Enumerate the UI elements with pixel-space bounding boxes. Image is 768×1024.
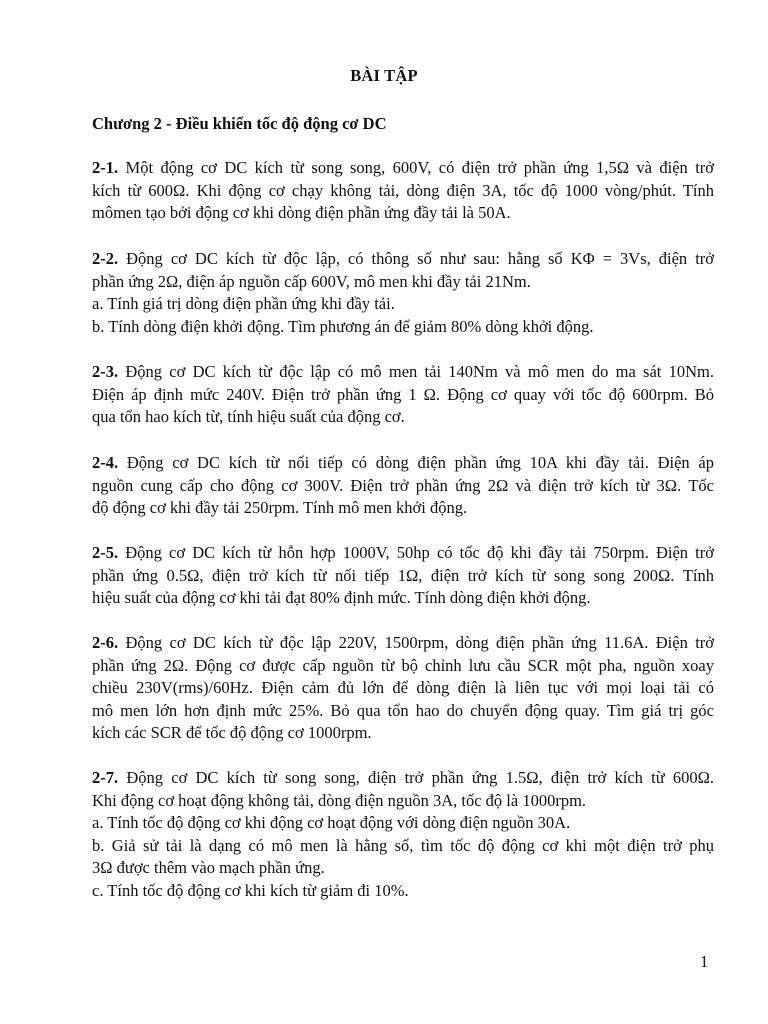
page-number: 1 xyxy=(700,952,709,971)
problem-text: Động cơ DC kích từ song song, điện trở phần ứng 1.5Ω, điện trở kích từ 600Ω. xyxy=(118,768,714,787)
problem-line xyxy=(92,157,714,180)
problem-2-2 xyxy=(92,248,714,338)
problem-line: phần ứng 2Ω, điện áp nguồn cấp 600V, mô men khi đầy tải 21Nm. xyxy=(92,271,531,291)
problem-line xyxy=(92,248,714,271)
problem-number: 2-7. xyxy=(92,768,119,787)
problem-line: phần ứng 0.5Ω, điện trở kích từ nối tiếp 1Ω, điện trở kích từ song song 200Ω. Tính xyxy=(92,565,714,585)
problem-2-5 xyxy=(92,542,714,610)
problem-line xyxy=(92,542,714,565)
problem-line: độ động cơ khi đầy tải 250rpm. Tính mô men khởi động. xyxy=(92,498,468,517)
problem-text: Động cơ DC kích từ nối tiếp có dòng điện phần ứng 10A khi đầy tải. Điện áp xyxy=(118,453,714,472)
problem-line: 3Ω được thêm vào mạch phần ứng. xyxy=(92,858,325,877)
problem-number: 2-4. xyxy=(92,453,119,472)
problem-line: mômen tạo bởi động cơ khi dòng điện phần ứng đầy tải là 50A. xyxy=(92,203,511,222)
problem-number: 2-5. xyxy=(92,543,119,562)
problem-line: chiều 230V(rms)/60Hz. Điện cảm đủ lớn để dòng điện là liên tục với mọi loại tải có xyxy=(92,678,714,697)
problem-line: qua tổn hao kích từ, tính hiệu suất của động cơ. xyxy=(92,407,405,426)
problem-number: 2-2. xyxy=(92,249,119,268)
problem-line: kích các SCR để tốc độ động cơ 1000rpm. xyxy=(92,723,372,742)
problem-line: a. Tính tốc độ động cơ khi động cơ hoạt động với dòng điện nguồn 30A. xyxy=(92,813,571,832)
problem-line xyxy=(92,452,714,475)
problem-line: a. Tính giá trị dòng điện phần ứng khi đầy tải. xyxy=(92,294,395,313)
problem-line xyxy=(92,767,714,790)
problem-line: phần ứng 2Ω. Động cơ được cấp nguồn từ bộ chỉnh lưu cầu SCR một pha, nguồn xoay xyxy=(92,655,714,675)
problem-2-7 xyxy=(92,767,714,902)
problem-line: mô men lớn hơn định mức 25%. Bỏ qua tổn hao do chuyển động quay. Tìm giá trị góc xyxy=(92,700,714,720)
problem-line: b. Tính dòng điện khởi động. Tìm phương án để giảm 80% dòng khởi động. xyxy=(92,316,594,336)
problem-line: b. Giả sử tải là dạng có mô men là hằng số, tìm tốc độ động cơ khi một điện trở phụ xyxy=(92,835,714,855)
problem-2-1 xyxy=(92,157,714,225)
problem-text: Động cơ DC kích từ độc lập 220V, 1500rpm, dòng điện phần ứng 11.6A. Điện trở xyxy=(118,633,714,652)
problem-line: kích từ 600Ω. Khi động cơ chạy không tải, dòng điện 3A, tốc độ 1000 vòng/phút. Tính xyxy=(92,180,714,200)
problem-line: hiệu suất của động cơ khi tải đạt 80% định mức. Tính dòng điện khởi động. xyxy=(92,588,591,607)
problem-2-3 xyxy=(92,361,714,429)
problem-number: 2-6. xyxy=(92,633,119,652)
problem-line xyxy=(92,632,714,655)
problem-number: 2-3. xyxy=(92,362,119,381)
problem-2-4 xyxy=(92,452,714,520)
problem-text: Động cơ DC kích từ hỗn hợp 1000V, 50hp có tốc độ khi đầy tải 750rpm. Điện trở xyxy=(118,543,714,562)
problem-text: Động cơ DC kích từ độc lập có mô men tải 140Nm và mô men do ma sát 10Nm. xyxy=(118,362,714,381)
problem-text: Một động cơ DC kích từ song song, 600V, có điện trở phần ứng 1,5Ω và điện trở xyxy=(118,158,714,177)
problem-text: Động cơ DC kích từ độc lập, có thông số như sau: hằng số KΦ = 3Vs, điện trở xyxy=(118,249,714,268)
problem-line: Khi động cơ hoạt động không tải, dòng điện nguồn 3A, tốc độ là 1000rpm. xyxy=(92,790,587,810)
problem-line xyxy=(92,361,714,384)
problem-line: Điện áp định mức 240V. Điện trở phần ứng 1 Ω. Động cơ quay với tốc độ 600rpm. Bỏ xyxy=(92,384,714,404)
problem-line: c. Tính tốc độ động cơ khi kích từ giảm đi 10%. xyxy=(92,880,409,900)
page-title: BÀI TẬP xyxy=(350,66,418,85)
problem-number: 2-1. xyxy=(92,158,119,177)
problem-line: nguồn cung cấp cho động cơ 300V. Điện trở phần ứng 2Ω và điện trở kích từ 3Ω. Tốc xyxy=(92,475,714,495)
problem-2-6 xyxy=(92,632,714,745)
chapter-heading: Chương 2 - Điều khiển tốc độ động cơ DC xyxy=(92,114,387,133)
